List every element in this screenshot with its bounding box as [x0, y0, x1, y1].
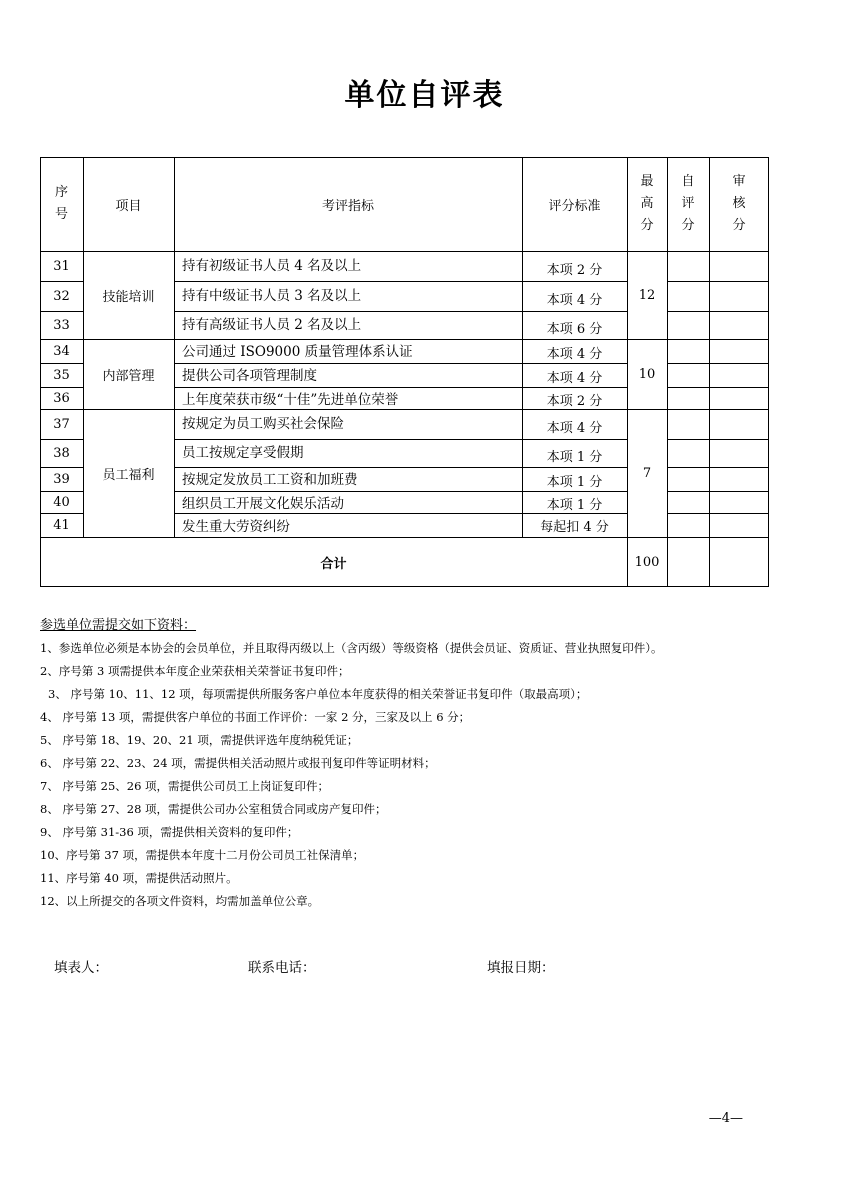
- header-item: 项目: [115, 198, 142, 214]
- header-self-line3: 分: [681, 218, 695, 233]
- row-standard: 本项 1 分: [546, 497, 603, 513]
- row-indicator: 发生重大劳资纠纷: [182, 519, 290, 535]
- total-label: 合计: [320, 556, 347, 572]
- row-standard: 本项 4 分: [546, 346, 603, 362]
- header-audit-line3: 分: [732, 218, 746, 233]
- page-title: 单位自评表: [344, 78, 505, 113]
- row-seq: 33: [53, 317, 70, 333]
- row-standard: 本项 1 分: [546, 449, 603, 465]
- note-item: 6、 序号第 22、23、24 项，需提供相关活动照片或报刊复印件等证明材料；: [40, 756, 436, 770]
- group-max-score: 10: [638, 366, 656, 382]
- row-standard: 本项 2 分: [546, 393, 603, 409]
- note-item: 10、序号第 37 项，需提供本年度十二月份公司员工社保清单；: [40, 848, 365, 862]
- note-item: 11、序号第 40 项，需提供活动照片。: [40, 871, 238, 885]
- row-seq: 34: [53, 343, 70, 359]
- row-indicator: 组织员工开展文化娱乐活动: [182, 496, 344, 512]
- header-seq: [40, 157, 83, 251]
- row-indicator: 公司通过 ISO9000 质量管理体系认证: [182, 344, 413, 360]
- filler-label: 填表人：: [54, 960, 108, 976]
- header-self-line1: 自: [681, 174, 695, 189]
- phone-label: 联系电话：: [248, 960, 316, 976]
- total-max-score: 100: [634, 554, 660, 570]
- header-max: [627, 157, 667, 251]
- row-seq: 35: [53, 367, 70, 383]
- note-item: 1、参选单位必须是本协会的会员单位，并且取得丙级以上（含丙级）等级资格（提供会员证、资质证、营业执照复印件）。: [40, 641, 663, 655]
- row-indicator: 员工按规定享受假期: [182, 445, 304, 461]
- header-standard: 评分标准: [548, 198, 601, 214]
- page-number: —4—: [708, 1111, 743, 1126]
- note-item: 12、以上所提交的各项文件资料，均需加盖单位公章。: [40, 894, 320, 908]
- header-audit-line2: 核: [732, 196, 746, 211]
- group-max-score: 12: [638, 287, 656, 303]
- note-item: 2、序号第 3 项需提供本年度企业荣获相关荣誉证书复印件；: [40, 664, 350, 678]
- row-indicator: 上年度荣获市级“十佳”先进单位荣誉: [182, 392, 399, 408]
- note-item: 5、 序号第 18、19、20、21 项，需提供评选年度纳税凭证；: [40, 733, 359, 747]
- header-max-line3: 分: [640, 218, 654, 233]
- row-standard: 本项 6 分: [546, 321, 603, 337]
- header-audit-line1: 审: [732, 174, 746, 189]
- submission-notes: [40, 614, 820, 913]
- row-seq: 32: [53, 288, 70, 304]
- row-indicator: 提供公司各项管理制度: [182, 368, 317, 384]
- notes-heading: 参选单位需提交如下资料：: [40, 618, 197, 633]
- group-max-score: 7: [642, 465, 652, 481]
- row-indicator: 持有高级证书人员 2 名及以上: [182, 317, 362, 333]
- row-indicator: 持有中级证书人员 3 名及以上: [182, 288, 362, 304]
- row-seq: 40: [53, 494, 70, 510]
- row-standard: 本项 4 分: [546, 420, 603, 436]
- row-standard: 本项 1 分: [546, 474, 603, 490]
- self-evaluation-table: [40, 157, 769, 587]
- date-label: 填报日期：: [487, 960, 555, 976]
- note-item: 3、 序号第 10、11、12 项，每项需提供所服务客户单位本年度获得的相关荣誉证书复印件（取最高项）；: [48, 687, 588, 701]
- row-seq: 41: [53, 517, 70, 533]
- row-seq: 38: [53, 445, 70, 461]
- row-indicator: 持有初级证书人员 4 名及以上: [182, 258, 362, 274]
- row-seq: 39: [53, 471, 70, 487]
- row-standard: 本项 4 分: [546, 370, 603, 386]
- note-item: 8、 序号第 27、28 项，需提供公司办公室租赁合同或房产复印件；: [40, 802, 387, 816]
- row-indicator: 按规定为员工购买社会保险: [182, 416, 344, 432]
- header-self-line2: 评: [681, 196, 695, 211]
- row-indicator: 按规定发放员工工资和加班费: [182, 472, 358, 488]
- header-self: [667, 157, 709, 251]
- row-standard: 本项 4 分: [546, 292, 603, 308]
- header-indicator: 考评指标: [321, 198, 374, 214]
- note-item: 9、 序号第 31-36 项，需提供相关资料的复印件；: [40, 825, 299, 839]
- note-item: 7、 序号第 25、26 项，需提供公司员工上岗证复印件；: [40, 779, 330, 793]
- row-standard: 每起扣 4 分: [540, 519, 609, 535]
- row-seq: 37: [53, 416, 70, 432]
- row-seq: 31: [53, 258, 70, 274]
- group-name: 内部管理: [102, 368, 155, 384]
- row-seq: 36: [53, 390, 70, 406]
- header-max-line1: 最: [640, 174, 654, 189]
- header-seq-line1: 序: [54, 185, 68, 200]
- note-item: 4、 序号第 13 项，需提供客户单位的书面工作评价：一家 2 分，三家及以上 6 分；: [40, 710, 471, 724]
- header-seq-line2: 号: [54, 207, 68, 222]
- group-name: 员工福利: [102, 467, 155, 483]
- group-name: 技能培训: [102, 289, 155, 305]
- header-max-line2: 高: [640, 196, 654, 211]
- header-audit: [709, 157, 769, 251]
- row-standard: 本项 2 分: [546, 262, 603, 278]
